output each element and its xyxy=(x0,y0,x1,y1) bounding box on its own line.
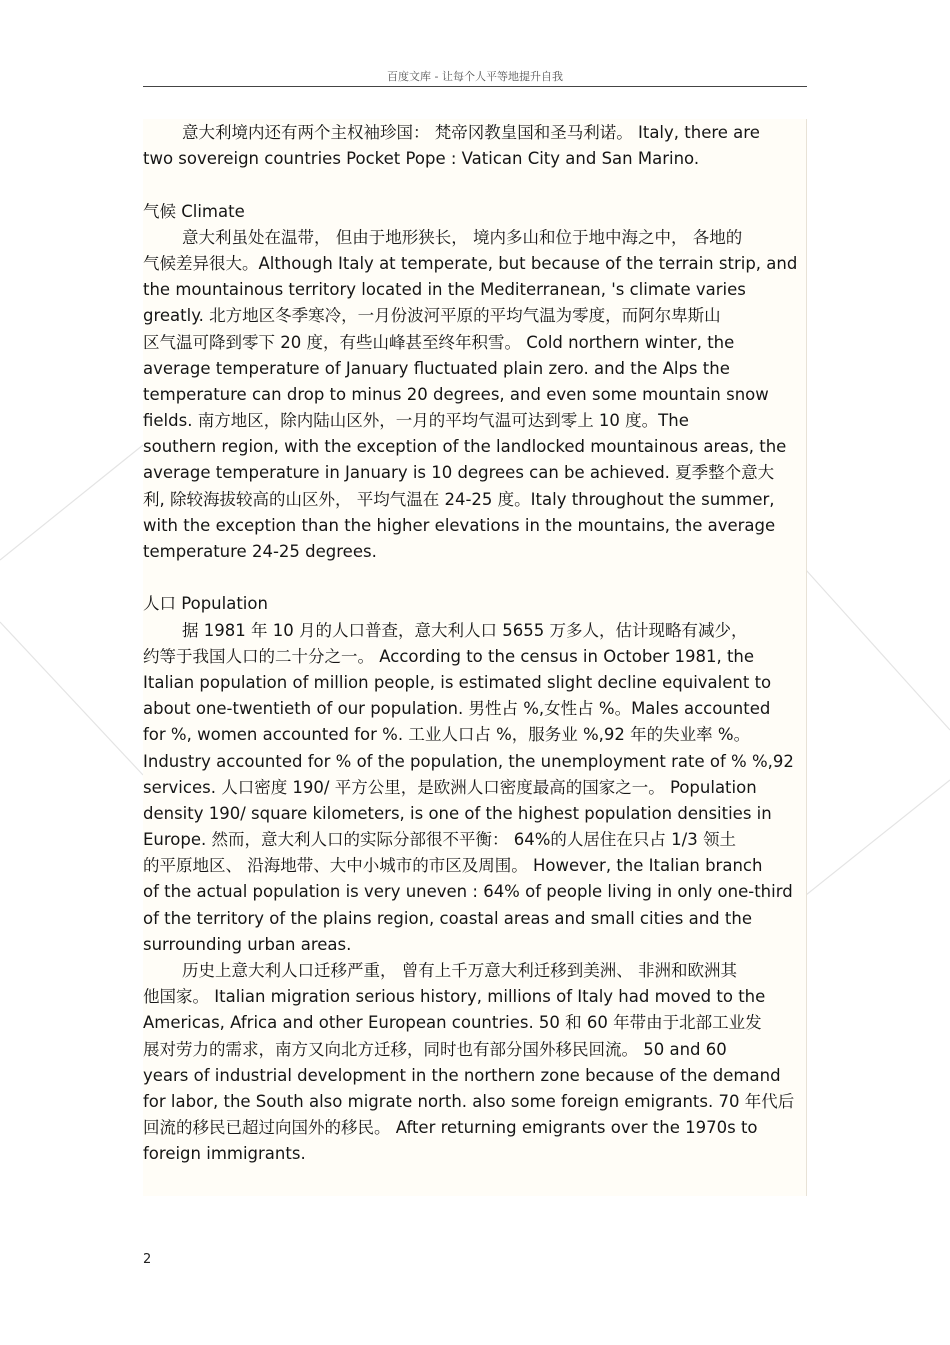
text-line: greatly. 北方地区冬季寒冷，一月份波河平原的平均气温为零度，而阿尔卑斯山 xyxy=(143,306,721,326)
text-line: 据 1981 年 10 月的人口普查，意大利人口 5655 万多人，估计现略有减少， xyxy=(182,620,748,640)
text-line: 区气温可降到零下 20 度，有些山峰甚至终年积雪。 Cold northern winter, the xyxy=(143,332,735,352)
text-line: average temperature of January fluctuated plain zero. and the Alps the xyxy=(143,358,730,378)
text-line: about one-twentieth of our population. 男性占 %,女性占 %。Males accounted xyxy=(143,699,771,719)
text-line: 历史上意大利人口迁移严重， 曾有上千万意大利迁移到美洲、 非洲和欧洲其 xyxy=(182,961,737,980)
text-line: for labor, the South also migrate north. also some foreign emigrants. 70 年代后 xyxy=(143,1091,795,1111)
text-line: two sovereign countries Pocket Pope : Vatican City and San Marino. xyxy=(143,149,700,169)
text-line: 气候差异很大。Although Italy at temperate, but because of the terrain strip, and xyxy=(143,253,798,273)
text-line: temperature can drop to minus 20 degrees, and even some mountain snow xyxy=(143,384,769,404)
text-line: surrounding urban areas. xyxy=(143,934,352,954)
text-line: Americas, Africa and other European countries. 50 和 60 年带由于北部工业发 xyxy=(143,1013,762,1033)
text-line: with the exception than the higher elevations in the mountains, the average xyxy=(143,515,776,535)
header-divider xyxy=(143,86,807,87)
text-line: density 190/ square kilometers, is one of the highest population densities in xyxy=(143,803,772,823)
text-line: southern region, with the exception of the landlocked mountainous areas, the xyxy=(143,437,787,457)
text-line: Italian population of million people, is estimated slight decline equivalent to xyxy=(143,672,772,692)
text-line: 利, 除较海拔较高的山区外， 平均气温在 24-25 度。Italy throughout the summer, xyxy=(143,489,775,509)
text-line: 意大利境内还有两个主权袖珍国： 梵帝冈教皇国和圣马利诺。 Italy, there are xyxy=(182,123,760,142)
text-line: years of industrial development in the northern zone because of the demand xyxy=(143,1065,781,1085)
text-line: of the territory of the plains region, coastal areas and small cities and the xyxy=(143,908,752,928)
text-line: Industry accounted for % of the population, the unemployment rate of % %,92 xyxy=(143,751,794,771)
text-line: average temperature in January is 10 degrees can be achieved. 夏季整个意大 xyxy=(143,463,775,483)
text-line: 他国家。 Italian migration serious history, millions of Italy had moved to the xyxy=(143,987,766,1007)
text-line: the mountainous territory located in the Mediterranean, 's climate varies xyxy=(143,280,746,300)
text-line: 气候 Climate xyxy=(143,201,245,221)
blank-line xyxy=(143,172,805,198)
text-line: 意大利虽处在温带， 但由于地形狭长， 境内多山和位于地中海之中， 各地的 xyxy=(182,227,743,247)
text-line: Europe. 然而，意大利人口的实际分部很不平衡： 64%的人居住在只占 1/3 领土 xyxy=(143,830,736,850)
text-line: foreign immigrants. xyxy=(143,1144,306,1164)
text-line: of the actual population is very uneven : 64% of people living in only one-third xyxy=(143,882,793,902)
text-line: fields. 南方地区，除内陆山区外，一月的平均气温可达到零上 10 度。The xyxy=(143,411,689,431)
page-header: 百度文库 - 让每个人平等地提升自我 xyxy=(387,70,563,83)
document-body xyxy=(143,120,805,1168)
page-number: 2 xyxy=(143,1252,152,1267)
text-line: services. 人口密度 190/ 平方公里，是欧洲人口密度最高的国家之一。 Population xyxy=(143,777,757,797)
text-line: 回流的移民已超过向国外的移民。 After returning emigrants over the 1970s to xyxy=(143,1118,758,1138)
text-line: temperature 24-25 degrees. xyxy=(143,542,377,561)
text-line: 人口 Population xyxy=(143,594,268,614)
text-line: 展对劳力的需求，南方又向北方迁移，同时也有部分国外移民回流。 50 and 60 xyxy=(143,1039,727,1059)
blank-line xyxy=(143,565,805,591)
text-line: 约等于我国人口的二十分之一。 According to the census in October 1981, the xyxy=(143,646,755,666)
text-line: 的平原地区、 沿海地带、大中小城市的市区及周围。 However, the Italian branch xyxy=(143,856,763,876)
text-line: for %, women accounted for %. 工业人口占 %，服务业 %,92 年的失业率 %。 xyxy=(143,725,751,745)
